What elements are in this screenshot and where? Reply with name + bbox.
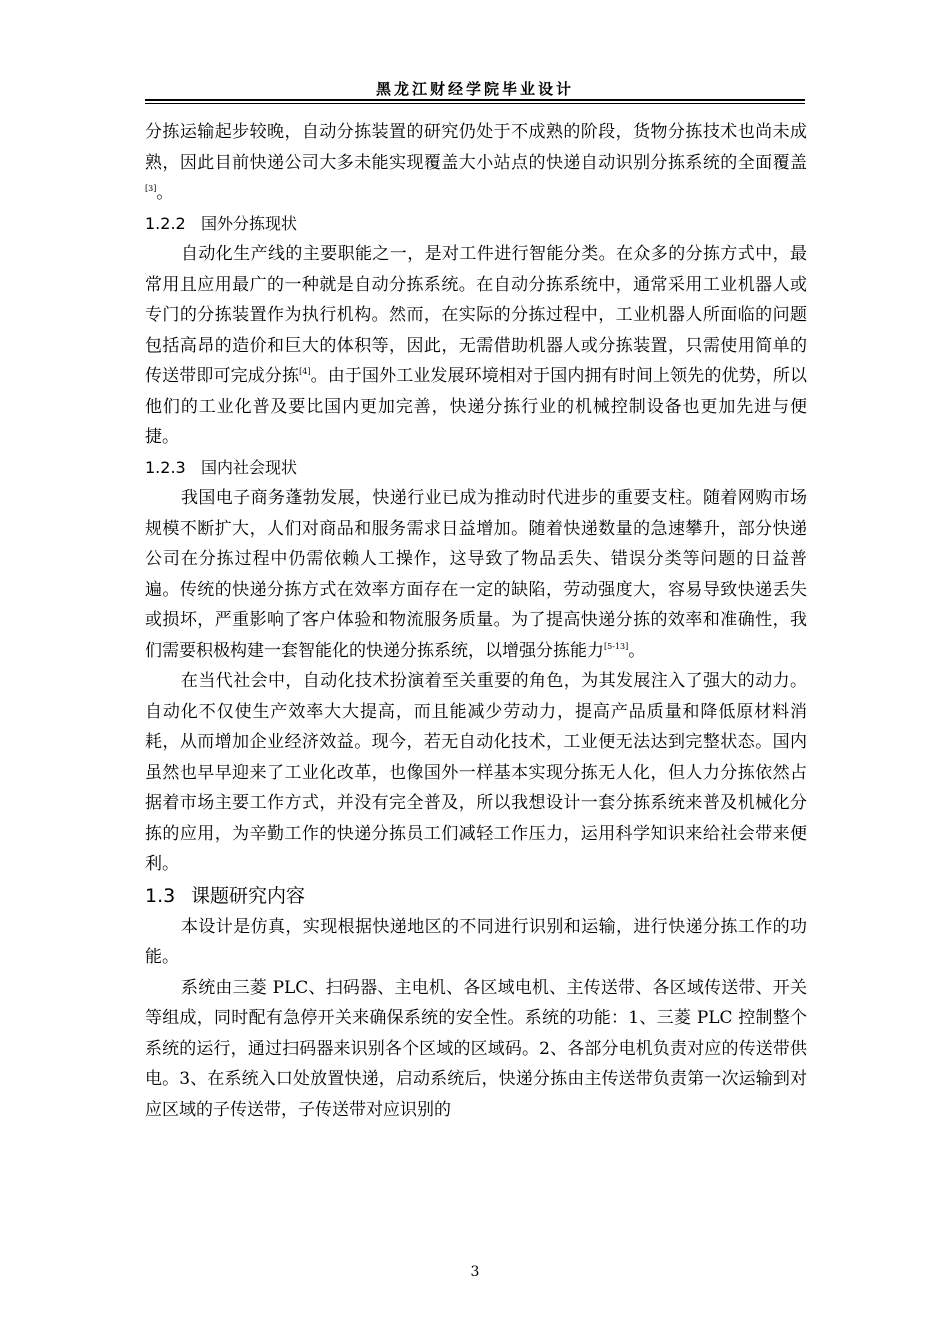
header-rule-thin [145, 103, 805, 104]
paragraph-continuation: 分拣运输起步较晚，自动分拣装置的研究仍处于不成熟的阶段，货物分拣技术也尚未成熟，因此目前快递公司大多未能实现覆盖大小站点的快递自动识别分拣系统的全面覆盖[3]。 [145, 122, 807, 203]
paragraph-foreign-status: 自动化生产线的主要职能之一，是对工件进行智能分类。在众多的分拣方式中，最常用且应用最广的一种就是自动分拣系统。在自动分拣系统中，通常采用工业机器人或专门的分拣装置作为执行机构。然而，在实际的分拣过程中，工业机器人所面临的问题包括高昂的造价和巨大的体积等，因此，无需借助机器人或分拣装置，只需使用简单的传送带即可完成分拣[4]。由于国外工业发展环境相对于国内拥有时间上领先的优势，所以他们的工业化普及要比国内更加完善，快递分拣行业的机械控制设备也更加先进与便捷。 [145, 244, 808, 447]
paragraph-automation: 在当代社会中，自动化技术扮演着至关重要的角色，为其发展注入了强大的动力。自动化不仅使生产效率大大提高，而且能减少劳动力，提高产品质量和降低原材料消耗，从而增加企业经济效益。现今，若无自动化技术，工业便无法达到完整状态。国内虽然也早早迎来了工业化改革，也像国外一样基本实现分拣无人化，但人力分拣依然占据着市场主要工作方式，并没有完全普及，所以我想设计一套分拣系统来普及机械化分拣的应用，为辛勤工作的快递分拣员工们减轻工作压力，运用科学知识来给社会带来便利。 [145, 671, 807, 874]
paragraph-domestic-status: 我国电子商务蓬勃发展，快递行业已成为推动时代进步的重要支柱。随着网购市场规模不断扩大，人们对商品和服务需求日益增加。随着快递数量的急速攀升，部分快递公司在分拣过程中仍需依赖人工操作，这导致了物品丢失、错误分类等问题的日益普遍。传统的快递分拣方式在效率方面存在一定的缺陷，劳动强度大，容易导致快递丢失或损坏，严重影响了客户体验和物流服务质量。为了提高快递分拣的效率和准确性，我们需要积极构建一套智能化的快递分拣系统，以增强分拣能力[5-13]。 [145, 488, 807, 661]
paragraph-system-composition: 系统由三菱 PLC、扫码器、主电机、各区域电机、主传送带、各区域传送带、开关等组成，同时配有急停开关来确保系统的安全性。系统的功能：1、三菱 PLC 控制整个系统的运行，通过扫码器来识别各个区域的区域码。2、各部分电机负责对应的传送带供电。3、在系统入口处放置快递，启动系统后，快递分拣由主传送带负责第一次运输到对应区域的子传送带，子传送带对应识别的 [145, 977, 807, 1120]
subsection-heading-1-2-2: 1.2.2 国外分拣现状 [145, 213, 298, 233]
page-number: 3 [470, 1264, 480, 1280]
paragraph-design-intro: 本设计是仿真，实现根据快递地区的不同进行识别和运输，进行快递分拣工作的功能。 [145, 916, 807, 967]
section-heading-1-3: 1.3 课题研究内容 [145, 884, 306, 907]
page-header: 黑龙江财经学院毕业设计 [375, 80, 574, 98]
page-body [145, 117, 807, 1125]
header-rule-thick [145, 99, 805, 101]
citation: [5-13] [604, 641, 629, 651]
subsection-heading-1-2-3: 1.2.3 国内社会现状 [145, 457, 298, 477]
citation: [4] [299, 367, 311, 376]
citation: [3] [145, 184, 157, 193]
